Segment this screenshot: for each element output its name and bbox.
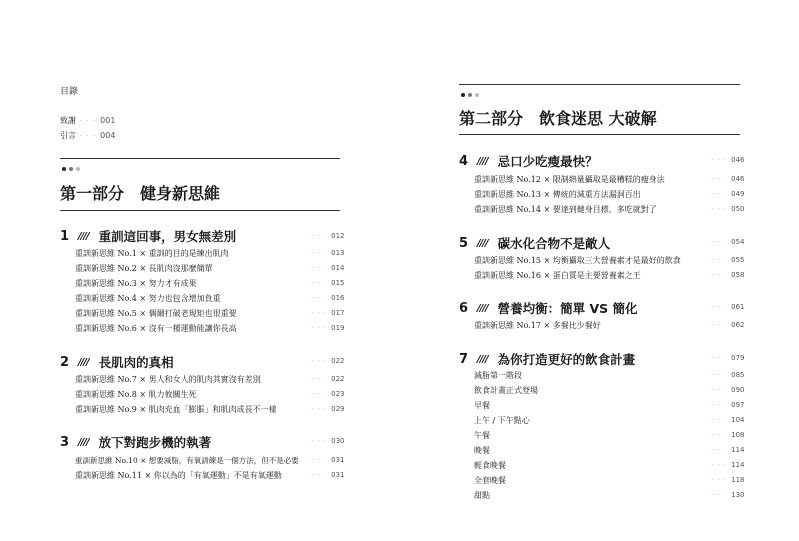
chapter-6-heading[interactable] [459,299,638,317]
page-number: 046 [731,175,745,183]
leader-dots: · · · [711,256,728,264]
leader-dots: · · · [711,476,728,484]
chapter-number: 3 [60,434,70,450]
part2-rule [459,84,740,85]
leader-dots: · · · [311,471,328,479]
leader-dots: · · · [311,264,328,272]
leader-dots: · · · [711,386,728,394]
toc-item-acknowledgements[interactable] [60,115,115,126]
toc-entry[interactable]: 重訓新思維 No.17 × 多餐比少餐好 [474,321,601,330]
entry-page [711,446,745,454]
entry-page [711,401,745,409]
entry-page [311,324,345,332]
toc-entry[interactable]: 上午 / 下午點心 [474,416,530,425]
page-number: 061 [731,303,745,311]
leader-dots: · · · [711,303,728,311]
page-number: 015 [331,279,345,287]
leader-dots: · · · [711,401,728,409]
toc-entry[interactable]: 重訓新思維 No.9 × 肌肉充血「膨脹」和肌肉成長不一樣 [75,405,277,414]
slashes-icon: //// [78,436,89,448]
page-number: 050 [731,205,745,213]
leader-dots: · · · [711,431,728,439]
page-number: 046 [731,156,745,164]
chapter-2-heading[interactable] [60,353,174,371]
toc-entry[interactable]: 重訓新思維 No.1 × 重訓的目的是練出肌肉 [75,249,229,258]
toc-entry[interactable]: 重訓新思維 No.3 × 努力才有成果 [75,279,197,288]
page-number: 030 [331,437,345,445]
page-number: 108 [731,431,745,439]
toc-entry[interactable]: 重訓新思維 No.5 × 偶爾打破老規矩也很重要 [75,309,237,318]
chapter-7-page [711,354,745,362]
chapter-title: 碳水化合物不是敵人 [497,236,611,251]
leader-dots: · · · [711,371,728,379]
leader-dots: · · · [311,375,328,383]
chapter-title: 為你打造更好的飲食計畫 [497,352,636,367]
chapter-1-heading[interactable] [60,227,236,245]
toc-entry[interactable]: 重訓新思維 No.14 × 要達到健身目標，多吃就對了 [474,205,657,214]
toc-item-introduction[interactable] [60,130,115,141]
leader-dots: · · · [311,294,328,302]
toc-entry[interactable]: 重訓新思維 No.10 × 想要減脂，有氧訓練是一個方法，但不是必要 [75,456,299,465]
page-number: 029 [331,405,345,413]
part2-title: 第二部分 飲食迷思 大破解 [459,109,657,128]
chapter-1-page [311,232,345,240]
chapter-2-page [311,357,345,365]
toc-entry[interactable]: 甜點 [474,491,490,500]
entry-page [311,471,345,479]
chapter-4-page [711,156,745,164]
chapter-number: 7 [459,351,469,367]
leader-dots: · · · [311,390,328,398]
leader-dots: · · · [311,437,328,445]
leader-dots: · · · [311,456,328,464]
entry-page [311,375,345,383]
page-number: 022 [331,357,345,365]
entry-page [711,431,745,439]
toc-entry[interactable]: 重訓新思維 No.4 × 努力也包含增加負重 [75,294,221,303]
entry-page [311,405,345,413]
entry-page [711,386,745,394]
leader-dots: · · · [711,461,728,469]
leader-dots: · · · [311,405,328,413]
leader-dots: · · · [711,175,728,183]
page-number: 054 [731,238,745,246]
part1-rule-bottom [60,210,340,211]
entry-page [711,205,745,213]
entry-page [711,190,745,198]
chapter-3-heading[interactable] [60,433,211,451]
leader-dots: · · · [711,271,728,279]
page-number: 019 [331,324,345,332]
toc-entry[interactable]: 飲食計畫正式登場 [474,386,538,395]
chapter-number: 2 [60,354,70,370]
leader-dots: · · · [711,491,728,499]
slashes-icon: //// [78,356,89,368]
page-number: 090 [731,386,745,394]
leader-dots: · · · [311,309,328,317]
leader-dots: · · · [311,279,328,287]
leader-dots: · · · [80,117,97,125]
leader-dots: · · · [311,357,328,365]
toc-entry[interactable]: 輕食晚餐 [474,461,506,470]
toc-entry[interactable]: 重訓新思維 No.13 × 傳統的減重方法漏洞百出 [474,190,641,199]
page-number: 104 [731,416,745,424]
page-number: 016 [331,294,345,302]
chapter-7-heading[interactable] [459,350,635,368]
chapter-5-page [711,238,745,246]
page-number: 085 [731,371,745,379]
toc-entry[interactable]: 重訓新思維 No.11 × 你以為的「有氧運動」不是有氧運動 [75,471,282,480]
chapter-number: 1 [60,228,70,244]
leader-dots: · · · [711,156,728,164]
entry-page [311,294,345,302]
chapter-number: 6 [459,300,469,316]
page-number: 031 [331,456,345,464]
part2-rule-bottom [459,134,740,135]
part1-rule [60,158,340,159]
page-number: 055 [731,256,745,264]
chapter-title: 放下對跑步機的執著 [98,435,212,450]
entry-page [711,461,745,469]
toc-entry[interactable]: 全套晚餐 [474,476,506,485]
leader-dots: · · · [711,354,728,362]
slashes-icon: //// [477,353,488,365]
entry-page [711,321,745,329]
toc-entry[interactable]: 重訓新思維 No.8 × 肌力攸關生死 [75,390,197,399]
chapter-6-page [711,303,745,311]
leader-dots: · · · [711,321,728,329]
leader-dots: · · · [711,446,728,454]
toc-entry[interactable]: 重訓新思維 No.15 × 均衡攝取三大營養素才是最好的飲食 [474,256,681,265]
entry-page [311,279,345,287]
leader-dots: · · · [711,416,728,424]
entry-page [711,256,745,264]
slashes-icon: //// [477,237,488,249]
toc-entry[interactable]: 早餐 [474,401,490,410]
page-number: 097 [731,401,745,409]
toc-item-label: 致謝 [60,116,76,125]
page-number: 114 [731,461,745,469]
entry-page [311,249,345,257]
toc-entry[interactable]: 重訓新思維 No.6 × 沒有一種運動能讓你長高 [75,324,237,333]
part1-dots-icon [62,167,80,171]
leader-dots: · · · [80,132,97,140]
leader-dots: · · · [311,232,328,240]
leader-dots: · · · [311,249,328,257]
toc-entry[interactable]: 重訓新思維 No.2 × 長肌肉沒那麼簡單 [75,264,213,273]
chapter-number: 5 [459,235,469,251]
chapter-title: 忌口少吃瘦最快？ [497,154,598,169]
entry-page [711,476,745,484]
page-number: 049 [731,190,745,198]
chapter-title: 長肌肉的真相 [98,355,174,370]
page-number: 062 [731,321,745,329]
entry-page [711,416,745,424]
toc-heading: 目錄 [60,87,79,97]
toc-entry[interactable]: 晚餐 [474,446,490,455]
entry-page [711,271,745,279]
entry-page [711,491,745,499]
page-number: 012 [331,232,345,240]
leader-dots: · · · [711,205,728,213]
slashes-icon: //// [477,302,488,314]
page-number: 058 [731,271,745,279]
chapter-title: 重訓這回事，男女無差別 [98,229,237,244]
toc-entry[interactable]: 午餐 [474,431,490,440]
toc-item-label: 引言 [60,131,76,140]
page-number: 013 [331,249,345,257]
entry-page [311,264,345,272]
page-number: 031 [331,471,345,479]
page-number: 017 [331,309,345,317]
part1-title: 第一部分 健身新思維 [60,184,221,203]
chapter-4-heading[interactable] [459,152,598,170]
chapter-title: 營養均衡：簡單 VS 簡化 [497,301,638,316]
leader-dots: · · · [711,238,728,246]
slashes-icon: //// [78,230,89,242]
entry-page [311,456,345,464]
page-number: 022 [331,375,345,383]
toc-entry[interactable]: 重訓新思維 No.16 × 蛋白質是主要營養素之王 [474,271,641,280]
leader-dots: · · · [711,190,728,198]
page-number: 114 [731,446,745,454]
part2-dots-icon [461,93,479,97]
entry-page [711,175,745,183]
entry-page [311,309,345,317]
toc-entry[interactable]: 減脂第一階段 [474,371,522,380]
chapter-number: 4 [459,153,469,169]
entry-page [711,371,745,379]
chapter-5-heading[interactable] [459,234,610,252]
leader-dots: · · · [311,324,328,332]
page-number: 118 [731,476,745,484]
page-number: 023 [331,390,345,398]
chapter-3-page [311,437,345,445]
toc-entry[interactable]: 重訓新思維 No.12 × 限制熱量攝取是最糟糕的瘦身法 [474,175,665,184]
slashes-icon: //// [477,155,488,167]
page-number: 079 [731,354,745,362]
toc-entry[interactable]: 重訓新思維 No.7 × 男人和女人的肌肉其實沒有差別 [75,375,261,384]
page-number: 014 [331,264,345,272]
entry-page [311,390,345,398]
page-number: 130 [731,491,745,499]
toc-item-page: 001 [100,116,116,125]
toc-item-page: 004 [100,131,116,140]
